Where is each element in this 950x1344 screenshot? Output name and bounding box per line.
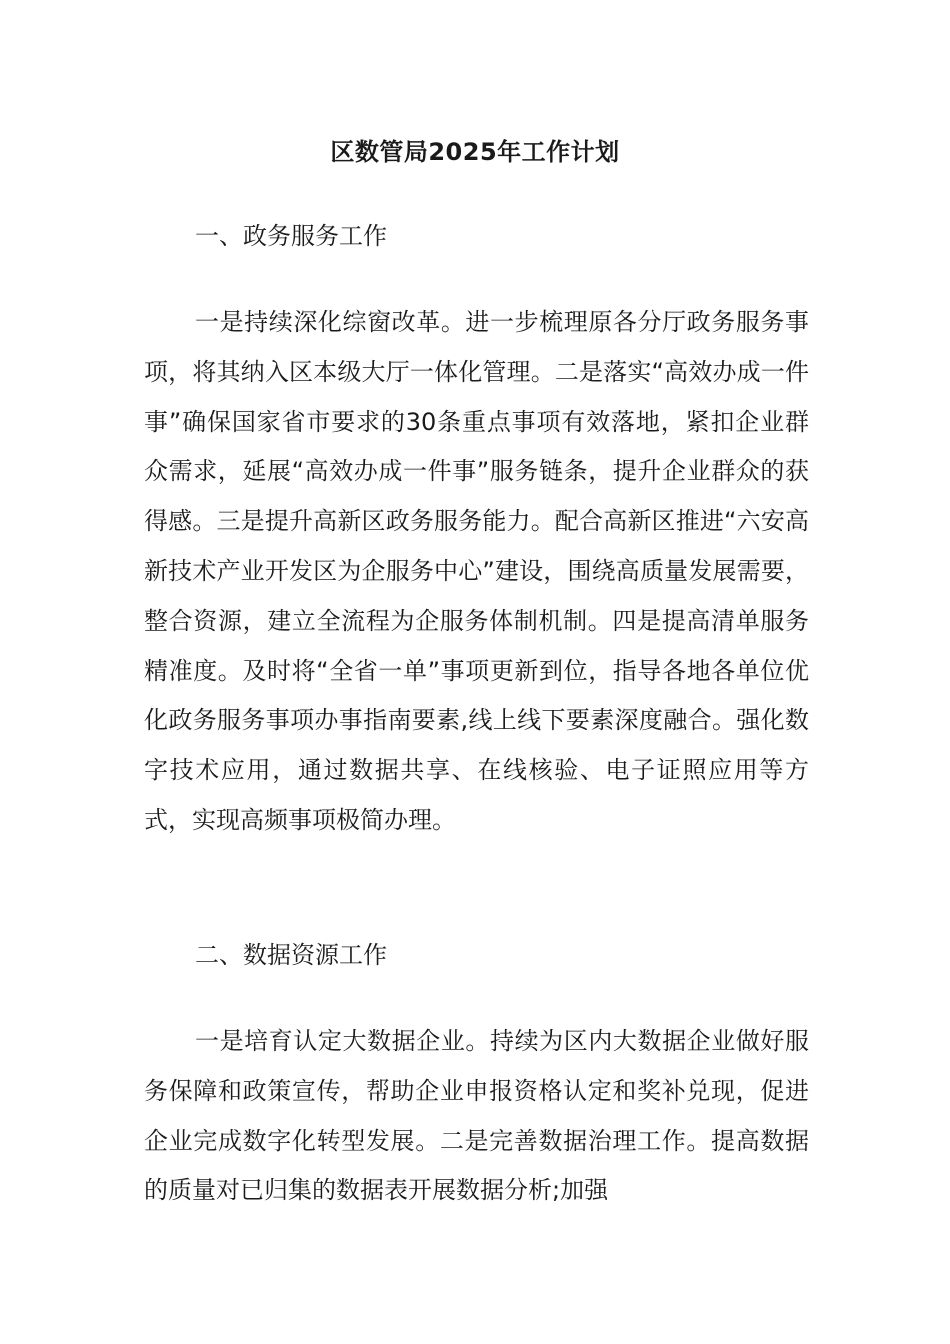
section-heading-data-resources: 二、数据资源工作 (195, 941, 387, 969)
section-paragraph-data-resources: 一是培育认定大数据企业。持续为区内大数据企业做好服务保障和政策宣传，帮助企业申报资格认定和奖补兑现，促进企业完成数字化转型发展。二是完善数据治理工作。提高数据的质量对已归集的数据表开展数据分析;加强 (144, 1027, 809, 1205)
section-paragraph-government-services: 一是持续深化综窗改革。进一步梳理原各分厅政务服务事项，将其纳入区本级大厅一体化管理。二是落实“高效办成一件事”确保国家省市要求的30条重点事项有效落地，紧扣企业群众需求，延展“高效办成一件事”服务链条，提升企业群众的获得感。三是提升高新区政务服务能力。配合高新区推进“六安高新技术产业开发区为企服务中心”建设，围绕高质量发展需要，整合资源，建立全流程为企服务体制机制。四是提高清单服务精准度。及时将“全省一单”事项更新到位，指导各地各单位优化政务服务事项办事指南要素,线上线下要素深度融合。强化数字技术应用，通过数据共享、在线核验、电子证照应用等方式，实现高频事项极简办理。 (144, 308, 809, 834)
section-heading-government-services: 一、政务服务工作 (195, 222, 387, 250)
document-title: 区数管局2025年工作计划 (330, 138, 620, 166)
